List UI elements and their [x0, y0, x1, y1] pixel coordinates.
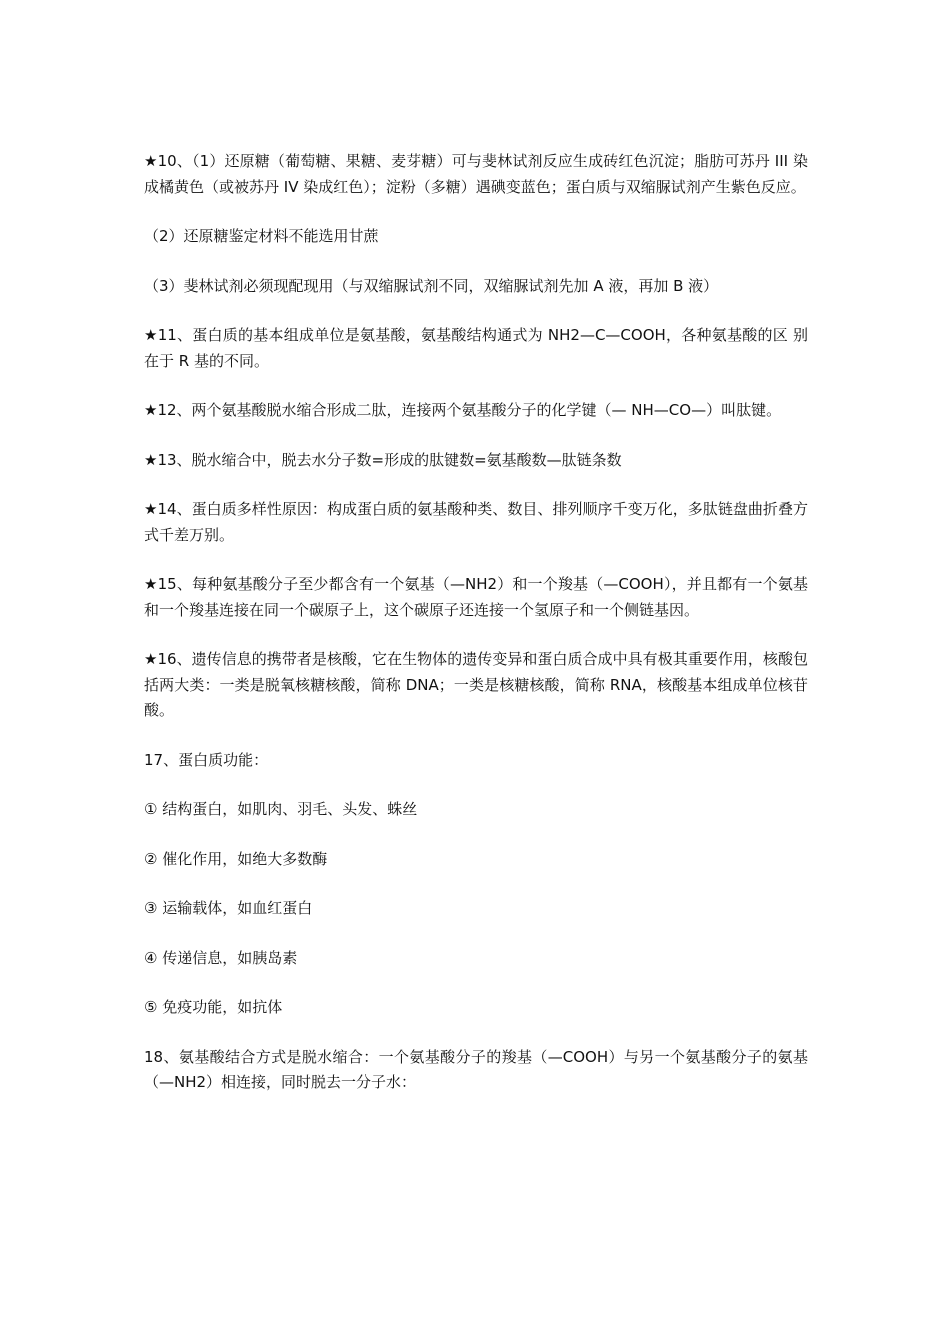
paragraph-item-14: ★14、蛋白质多样性原因：构成蛋白质的氨基酸种类、数目、排列顺序千变万化，多肽链盘曲折叠方式千差万别。	[144, 500, 808, 544]
list-item-function-3: ③ 运输载体，如血红蛋白	[144, 899, 313, 917]
document-body	[144, 149, 808, 1120]
paragraph-item-12: ★12、两个氨基酸脱水缩合形成二肽，连接两个氨基酸分子的化学键（— NH—CO—）叫肽键。	[144, 401, 782, 419]
paragraph-item-13: ★13、脱水缩合中，脱去水分子数=形成的肽键数=氨基酸数—肽链条数	[144, 450, 622, 469]
paragraph-item-11: ★11、蛋白质的基本组成单位是氨基酸，氨基酸结构通式为 NH2—C—COOH，各种氨基酸的区 别在于 R 基的不同。	[144, 326, 808, 370]
list-item-function-2: ② 催化作用，如绝大多数酶	[144, 849, 328, 868]
paragraph-item-10: ★10、（1）还原糖（葡萄糖、果糖、麦芽糖）可与斐林试剂反应生成砖红色沉淀；脂肪可苏丹 III 染成橘黄色（或被苏丹 IV 染成红色）；淀粉（多糖）遇碘变蓝色；蛋白质与双缩脲试剂产生紫色反应。	[144, 152, 808, 196]
list-item-function-1: ① 结构蛋白，如肌肉、羽毛、头发、蛛丝	[144, 800, 418, 818]
paragraph-item-15: ★15、每种氨基酸分子至少都含有一个氨基（—NH2）和一个羧基（—COOH），并且都有一个氨基和一个羧基连接在同一个碳原子上，这个碳原子还连接一个氢原子和一个侧链基因。	[144, 575, 808, 619]
paragraph-item-17-heading: 17、蛋白质功能：	[144, 750, 269, 769]
list-item-function-5: ⑤ 免疫功能，如抗体	[144, 998, 283, 1016]
list-item-function-4: ④ 传递信息，如胰岛素	[144, 948, 298, 967]
paragraph-item-18: 18、氨基酸结合方式是脱水缩合：一个氨基酸分子的羧基（—COOH）与另一个氨基酸分子的氨基（—NH2）相连接，同时脱去一分子水：	[144, 1047, 808, 1091]
paragraph-item-16: ★16、遗传信息的携带者是核酸，它在生物体的遗传变异和蛋白质合成中具有极其重要作用，核酸包括两大类：一类是脱氧核糖核酸，简称 DNA；一类是核糖核酸，简称 RNA，核酸基本组成单位核苷酸。	[144, 650, 808, 719]
paragraph-item-10-2: （2）还原糖鉴定材料不能选用甘蔗	[144, 227, 379, 245]
paragraph-item-10-3: （3）斐林试剂必须现配现用（与双缩脲试剂不同，双缩脲试剂先加 A 液，再加 B 液）	[144, 276, 719, 295]
